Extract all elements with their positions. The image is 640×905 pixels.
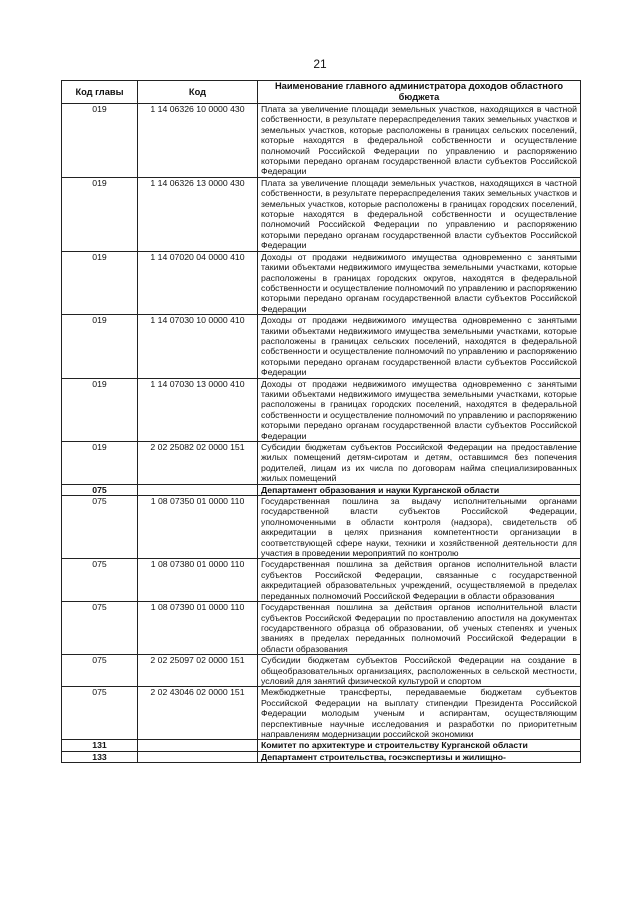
table-row: [62, 496, 581, 559]
chapter-code-cell: 075: [62, 559, 138, 602]
table-row: [62, 442, 581, 485]
revenue-code-cell: 1 14 07030 13 0000 410: [138, 378, 258, 441]
header-administrator-name: Наименование главного администратора доходов областного бюджета: [258, 81, 581, 104]
header-code: Код: [138, 81, 258, 104]
administrator-heading-row: [62, 751, 581, 762]
revenue-name-cell: Плата за увеличение площади земельных участков, находящихся в частной собственности, в результате перераспределения таких земельных участков и земельных участков, которые расположены в границах сельских поселений, которые находятся в федеральной собственности и осуществление полномочий Российской Федерации по управлению и распоряжению которыми передано органам государственной власти субъектов Российской Федерации: [258, 104, 581, 178]
table-row: [62, 251, 581, 314]
table-row: [62, 378, 581, 441]
revenue-code-cell: 2 02 25097 02 0000 151: [138, 655, 258, 687]
revenue-code-cell: 1 08 07390 01 0000 110: [138, 602, 258, 655]
chapter-code-cell: 019: [62, 442, 138, 485]
administrator-name-cell: Комитет по архитектуре и строительству Курганской области: [258, 740, 581, 751]
table-row: [62, 104, 581, 178]
administrator-name-cell: Департамент образования и науки Курганской области: [258, 484, 581, 495]
revenue-name-cell: Доходы от продажи недвижимого имущества одновременно с занятыми такими объектами недвижимого имущества земельными участками, которые расположены в границах городских округов, находятся в федеральной собственности и осуществление полномочий по управлению и распоряжению которыми передано органам государственной власти субъектов Российской Федерации: [258, 251, 581, 314]
administrator-heading-row: [62, 740, 581, 751]
revenue-code-cell: 2 02 25082 02 0000 151: [138, 442, 258, 485]
revenue-name-cell: Государственная пошлина за действия органов исполнительной власти субъектов Российской Федерации, связанные с государственной аккредитацией образовательных учреждений, осуществляемой в пределах переданных полномочий Российской Федерации в области образования: [258, 559, 581, 602]
revenue-name-cell: Государственная пошлина за выдачу исполнительными органами государственной власти субъектов Российской Федерации, уполномоченными в области контроля (надзора), свидетельств об аккредитации в целях признания компетентности организации в соответствующей сфере науки, техники и хозяйственной деятельности для участия в проведении мероприятий по контролю: [258, 496, 581, 559]
revenue-code-cell: 1 14 06326 10 0000 430: [138, 104, 258, 178]
administrator-heading-row: [62, 484, 581, 495]
table-row: [62, 655, 581, 687]
chapter-code-cell: 075: [62, 687, 138, 740]
chapter-code-cell: 075: [62, 602, 138, 655]
revenue-name-cell: Доходы от продажи недвижимого имущества одновременно с занятыми такими объектами недвижимого имущества земельными участками, которые расположены в границах городских поселений, находятся в федеральной собственности и осуществление полномочий по управлению и распоряжению которыми передано органам государственной власти субъектов Российской Федерации: [258, 378, 581, 441]
revenue-code-cell: 1 14 07030 10 0000 410: [138, 315, 258, 378]
chapter-code-cell: 075: [62, 484, 138, 495]
revenue-name-cell: Доходы от продажи недвижимого имущества одновременно с занятыми такими объектами недвижимого имущества земельными участками, которые расположены в границах сельских поселений, находятся в федеральной собственности и осуществление полномочий по управлению и распоряжению которыми передано органам государственной власти субъектов Российской Федерации: [258, 315, 581, 378]
revenue-name-cell: Субсидии бюджетам субъектов Российской Федерации на создание в общеобразовательных организациях, расположенных в сельской местности, условий для занятий физической культурой и спортом: [258, 655, 581, 687]
chapter-code-cell: 075: [62, 655, 138, 687]
revenue-code-cell: 1 08 07380 01 0000 110: [138, 559, 258, 602]
chapter-code-cell: 019: [62, 378, 138, 441]
table-row: [62, 315, 581, 378]
chapter-code-cell: 019: [62, 104, 138, 178]
chapter-code-cell: 019: [62, 251, 138, 314]
chapter-code-cell: 019: [62, 315, 138, 378]
revenue-name-cell: Межбюджетные трансферты, передаваемые бюджетам субъектов Российской Федерации на выплату стипендии Президента Российской Федерации молодым ученым и аспирантам, осуществляющим перспективные научные исследования и разработки по приоритетным направлениям модернизации российской экономики: [258, 687, 581, 740]
revenue-name-cell: Субсидии бюджетам субъектов Российской Федерации на предоставление жилых помещений детям-сиротам и детям, оставшимся без попечения родителей, лицам из их числа по договорам найма специализированных жилых помещений: [258, 442, 581, 485]
chapter-code-cell: 019: [62, 177, 138, 251]
table-row: [62, 602, 581, 655]
revenue-administrators-table: [61, 80, 581, 763]
chapter-code-cell: 075: [62, 496, 138, 559]
revenue-code-cell: 1 14 07020 04 0000 410: [138, 251, 258, 314]
table-body: [62, 104, 581, 763]
revenue-code-cell: [138, 740, 258, 751]
table-header-row: [62, 81, 581, 104]
chapter-code-cell: 131: [62, 740, 138, 751]
revenue-code-cell: [138, 484, 258, 495]
administrator-name-cell: Департамент строительства, госэкспертизы и жилищно-: [258, 751, 581, 762]
revenue-name-cell: Плата за увеличение площади земельных участков, находящихся в частной собственности, в результате перераспределения таких земельных участков и земельных участков, которые расположены в границах городских поселений, которые находятся в федеральной собственности и осуществление полномочий Российской Федерации по управлению и распоряжению которыми передано органам государственной власти субъектов Российской Федерации: [258, 177, 581, 251]
revenue-code-cell: [138, 751, 258, 762]
page-number: 21: [313, 57, 327, 71]
revenue-name-cell: Государственная пошлина за действия органов исполнительной власти субъектов Российской Федерации по проставлению апостиля на документах государственного образца об образовании, об ученых степенях и ученых званиях в пределах переданных полномочий Российской Федерации в области образования: [258, 602, 581, 655]
table-row: [62, 177, 581, 251]
table-row: [62, 559, 581, 602]
header-chapter-code: Код главы: [62, 81, 138, 104]
revenue-code-cell: 1 08 07350 01 0000 110: [138, 496, 258, 559]
revenue-code-cell: 2 02 43046 02 0000 151: [138, 687, 258, 740]
chapter-code-cell: 133: [62, 751, 138, 762]
revenue-code-cell: 1 14 06326 13 0000 430: [138, 177, 258, 251]
table-row: [62, 687, 581, 740]
